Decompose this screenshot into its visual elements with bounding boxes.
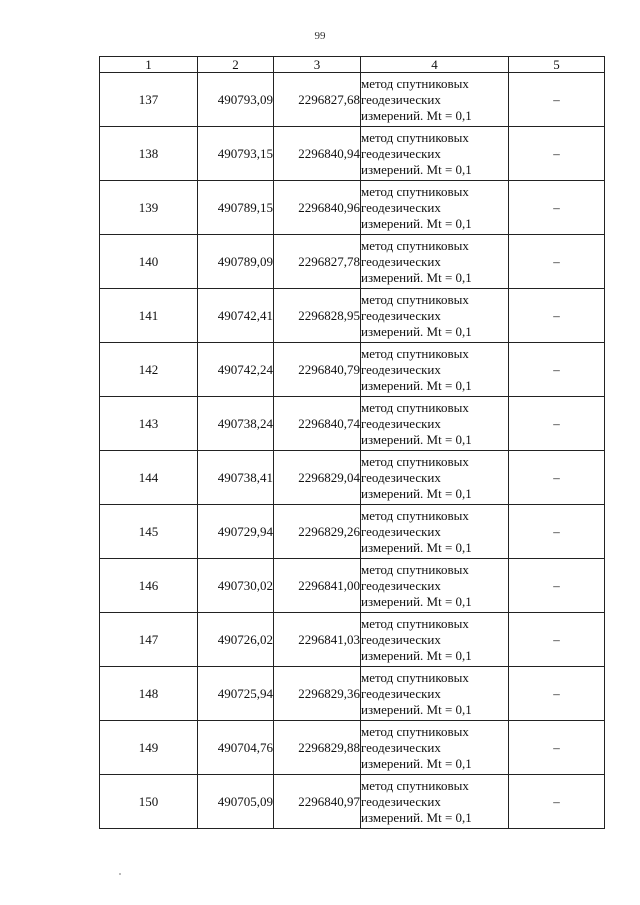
point-number-cell: 144: [100, 451, 198, 505]
method-line: метод спутниковых: [361, 345, 469, 361]
method-line: метод спутниковых: [361, 291, 469, 307]
table-row: [100, 721, 605, 775]
y-coordinate-cell: 2296829,36: [274, 667, 361, 721]
point-number-cell: 139: [100, 181, 198, 235]
y-coordinate-cell: 2296840,97: [274, 775, 361, 829]
method-line: измерений. Mt = 0,1: [361, 377, 472, 393]
method-cell: [361, 667, 509, 721]
method-line: метод спутниковых: [361, 615, 469, 631]
table-row: [100, 451, 605, 505]
y-coordinate-cell: 2296827,78: [274, 235, 361, 289]
x-coordinate-cell: 490726,02: [198, 613, 274, 667]
table-row: [100, 343, 605, 397]
coordinates-table: [99, 56, 605, 829]
y-coordinate-cell: 2296829,88: [274, 721, 361, 775]
method-line: измерений. Mt = 0,1: [361, 647, 472, 663]
note-cell: –: [509, 559, 605, 613]
table-row: [100, 559, 605, 613]
table-row: [100, 613, 605, 667]
method-line: геодезических: [361, 145, 441, 161]
method-line: метод спутниковых: [361, 453, 469, 469]
y-coordinate-cell: 2296828,95: [274, 289, 361, 343]
y-coordinate-cell: 2296827,68: [274, 73, 361, 127]
note-cell: –: [509, 289, 605, 343]
method-line: метод спутниковых: [361, 237, 469, 253]
method-line: измерений. Mt = 0,1: [361, 269, 472, 285]
x-coordinate-cell: 490793,15: [198, 127, 274, 181]
method-cell: [361, 235, 509, 289]
x-coordinate-cell: 490738,41: [198, 451, 274, 505]
note-cell: –: [509, 343, 605, 397]
point-number-cell: 141: [100, 289, 198, 343]
method-line: геодезических: [361, 523, 441, 539]
point-number-cell: 148: [100, 667, 198, 721]
column-header-2: 2: [198, 57, 274, 73]
method-line: измерений. Mt = 0,1: [361, 593, 472, 609]
x-coordinate-cell: 490730,02: [198, 559, 274, 613]
point-number-cell: 150: [100, 775, 198, 829]
method-cell: [361, 451, 509, 505]
y-coordinate-cell: 2296841,03: [274, 613, 361, 667]
table-row: [100, 397, 605, 451]
method-cell: [361, 721, 509, 775]
method-line: метод спутниковых: [361, 399, 469, 415]
method-cell: [361, 73, 509, 127]
method-line: геодезических: [361, 415, 441, 431]
point-number-cell: 147: [100, 613, 198, 667]
method-line: измерений. Mt = 0,1: [361, 539, 472, 555]
method-line: метод спутниковых: [361, 183, 469, 199]
column-header-3: 3: [274, 57, 361, 73]
note-cell: –: [509, 505, 605, 559]
point-number-cell: 145: [100, 505, 198, 559]
method-line: геодезических: [361, 199, 441, 215]
method-line: измерений. Mt = 0,1: [361, 161, 472, 177]
method-line: геодезических: [361, 307, 441, 323]
x-coordinate-cell: 490742,41: [198, 289, 274, 343]
method-line: метод спутниковых: [361, 777, 469, 793]
method-line: метод спутниковых: [361, 129, 469, 145]
table-row: [100, 127, 605, 181]
method-line: измерений. Mt = 0,1: [361, 809, 472, 825]
method-line: измерений. Mt = 0,1: [361, 701, 472, 717]
point-number-cell: 149: [100, 721, 198, 775]
method-cell: [361, 559, 509, 613]
table-row: [100, 181, 605, 235]
y-coordinate-cell: 2296829,04: [274, 451, 361, 505]
method-line: метод спутниковых: [361, 669, 469, 685]
method-line: измерений. Mt = 0,1: [361, 431, 472, 447]
point-number-cell: 142: [100, 343, 198, 397]
method-cell: [361, 505, 509, 559]
method-line: геодезических: [361, 631, 441, 647]
table-body: [100, 73, 605, 829]
method-line: метод спутниковых: [361, 723, 469, 739]
x-coordinate-cell: 490705,09: [198, 775, 274, 829]
method-line: измерений. Mt = 0,1: [361, 485, 472, 501]
method-line: геодезических: [361, 91, 441, 107]
column-header-4: 4: [361, 57, 509, 73]
note-cell: –: [509, 667, 605, 721]
method-cell: [361, 343, 509, 397]
point-number-cell: 140: [100, 235, 198, 289]
x-coordinate-cell: 490789,09: [198, 235, 274, 289]
y-coordinate-cell: 2296840,74: [274, 397, 361, 451]
table-row: [100, 235, 605, 289]
x-coordinate-cell: 490704,76: [198, 721, 274, 775]
y-coordinate-cell: 2296841,00: [274, 559, 361, 613]
table-row: [100, 667, 605, 721]
note-cell: –: [509, 397, 605, 451]
note-cell: –: [509, 73, 605, 127]
table-row: [100, 73, 605, 127]
method-cell: [361, 289, 509, 343]
point-number-cell: 143: [100, 397, 198, 451]
method-line: измерений. Mt = 0,1: [361, 755, 472, 771]
y-coordinate-cell: 2296840,96: [274, 181, 361, 235]
method-cell: [361, 127, 509, 181]
note-cell: –: [509, 613, 605, 667]
method-line: измерений. Mt = 0,1: [361, 107, 472, 123]
y-coordinate-cell: 2296840,79: [274, 343, 361, 397]
table-row: [100, 289, 605, 343]
point-number-cell: 138: [100, 127, 198, 181]
method-line: геодезических: [361, 253, 441, 269]
method-line: геодезических: [361, 793, 441, 809]
method-line: геодезических: [361, 469, 441, 485]
y-coordinate-cell: 2296829,26: [274, 505, 361, 559]
note-cell: –: [509, 181, 605, 235]
method-line: геодезических: [361, 739, 441, 755]
method-line: геодезических: [361, 361, 441, 377]
note-cell: –: [509, 451, 605, 505]
x-coordinate-cell: 490793,09: [198, 73, 274, 127]
x-coordinate-cell: 490738,24: [198, 397, 274, 451]
header-row: [100, 57, 605, 73]
x-coordinate-cell: 490742,24: [198, 343, 274, 397]
note-cell: –: [509, 721, 605, 775]
page-number: 99: [314, 30, 326, 42]
x-coordinate-cell: 490789,15: [198, 181, 274, 235]
column-header-5: 5: [509, 57, 605, 73]
method-line: геодезических: [361, 577, 441, 593]
method-cell: [361, 613, 509, 667]
point-number-cell: 146: [100, 559, 198, 613]
method-line: метод спутниковых: [361, 507, 469, 523]
scan-speck: [119, 873, 121, 875]
table-row: [100, 775, 605, 829]
method-line: метод спутниковых: [361, 561, 469, 577]
method-cell: [361, 397, 509, 451]
method-cell: [361, 181, 509, 235]
note-cell: –: [509, 127, 605, 181]
column-header-1: 1: [100, 57, 198, 73]
point-number-cell: 137: [100, 73, 198, 127]
method-line: измерений. Mt = 0,1: [361, 215, 472, 231]
table-row: [100, 505, 605, 559]
y-coordinate-cell: 2296840,94: [274, 127, 361, 181]
method-line: геодезических: [361, 685, 441, 701]
note-cell: –: [509, 235, 605, 289]
note-cell: –: [509, 775, 605, 829]
method-cell: [361, 775, 509, 829]
method-line: метод спутниковых: [361, 75, 469, 91]
method-line: измерений. Mt = 0,1: [361, 323, 472, 339]
x-coordinate-cell: 490725,94: [198, 667, 274, 721]
x-coordinate-cell: 490729,94: [198, 505, 274, 559]
